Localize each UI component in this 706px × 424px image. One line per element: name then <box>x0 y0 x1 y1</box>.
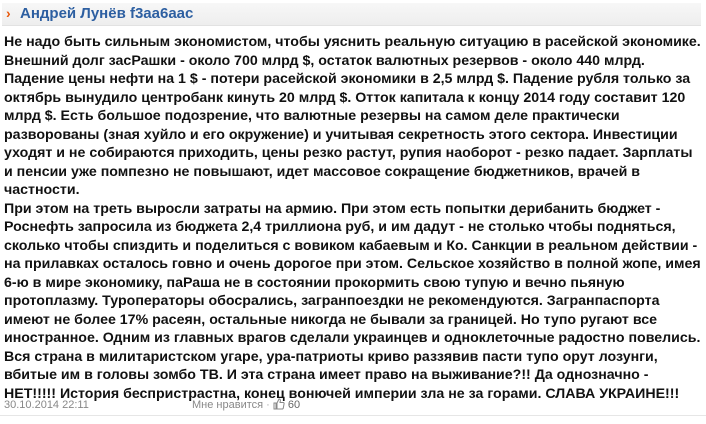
like-separator: · <box>266 399 270 411</box>
divider <box>0 415 706 416</box>
comment-paragraph: При этом на треть выросли затраты на армию. При этом есть попытки дерибанить бюджет - Роснефть запросила из бюджета 2,4 триллиона руб, и им дадут - не столько чтобы подняться, сколько чтобы спиздить и поделиться с вовиком кабаевым и Ко. Санкции в реальном действии - на прилавках осталось говно и очень дорогое при этом. Сельское хозяйство в полной жопе, имея 6-ю в мире экономику, паРаша не в состоянии прокормить свою тупую и вечно пьяную протоплазму. Туроператоры обосрались, загранпоездки не рекомендуются. Загранпаспорта имеют не более 17% расеян, остальные никогда не бывали за границей. Но тупо ругают все иностранное. Одним из главных врагов сделали украинцев и одноклеточные радостно повелись. Вся страна в милитаристском угаре, ура-патриоты криво раззявив пасти тупо орут лозунги, вбитые им в головы зомбо ТВ. И эта страна имеет право на выживание?!! Да однозначно - НЕТ!!!!! История беспристрастна, конец вонючей империи зла не за горами. СЛАВА УКРАИНЕ!!! <box>4 200 701 402</box>
comment-footer <box>0 397 706 413</box>
comment-paragraph: Не надо быть сильным экономистом, чтобы уяснить реальную ситуацию в расейской экономике. Внешний долг засРашки - около 700 млрд $, остаток валютных резервов - около 440 млрд. Падение цены нефти на 1 $ - потери расейской экономики в 2,5 млрд $. Падение рубля только за октябрь вынудило центробанк кинуть 20 млрд $. Отток капитала к концу 2014 году составит 120 млрд $. Есть большое подозрение, что валютные резервы на самом деле практически разворованы (зная хуйло и его окружение) и учитывая секретность этого сектора. Инвестиции уходят и не собираются приходить, цены резко растут, рупия наоборот - резко падает. Зарплаты и пенсии уже помпезно не повышают, идет массовое сокращение бюджетников, врачей в частности. <box>4 34 701 198</box>
comment-header <box>2 3 701 26</box>
like-label[interactable]: Мне нравится <box>192 399 264 411</box>
arrow-right-icon: › <box>6 5 11 21</box>
author-name-link[interactable]: Андрей Лунёв f3aa6aac <box>20 5 194 22</box>
comment-timestamp: 30.10.2014 22:11 <box>4 399 89 411</box>
comment-body <box>4 33 702 403</box>
thumbs-up-icon[interactable] <box>273 398 285 410</box>
like-count: 60 <box>287 399 301 411</box>
like-widget[interactable] <box>192 397 300 413</box>
